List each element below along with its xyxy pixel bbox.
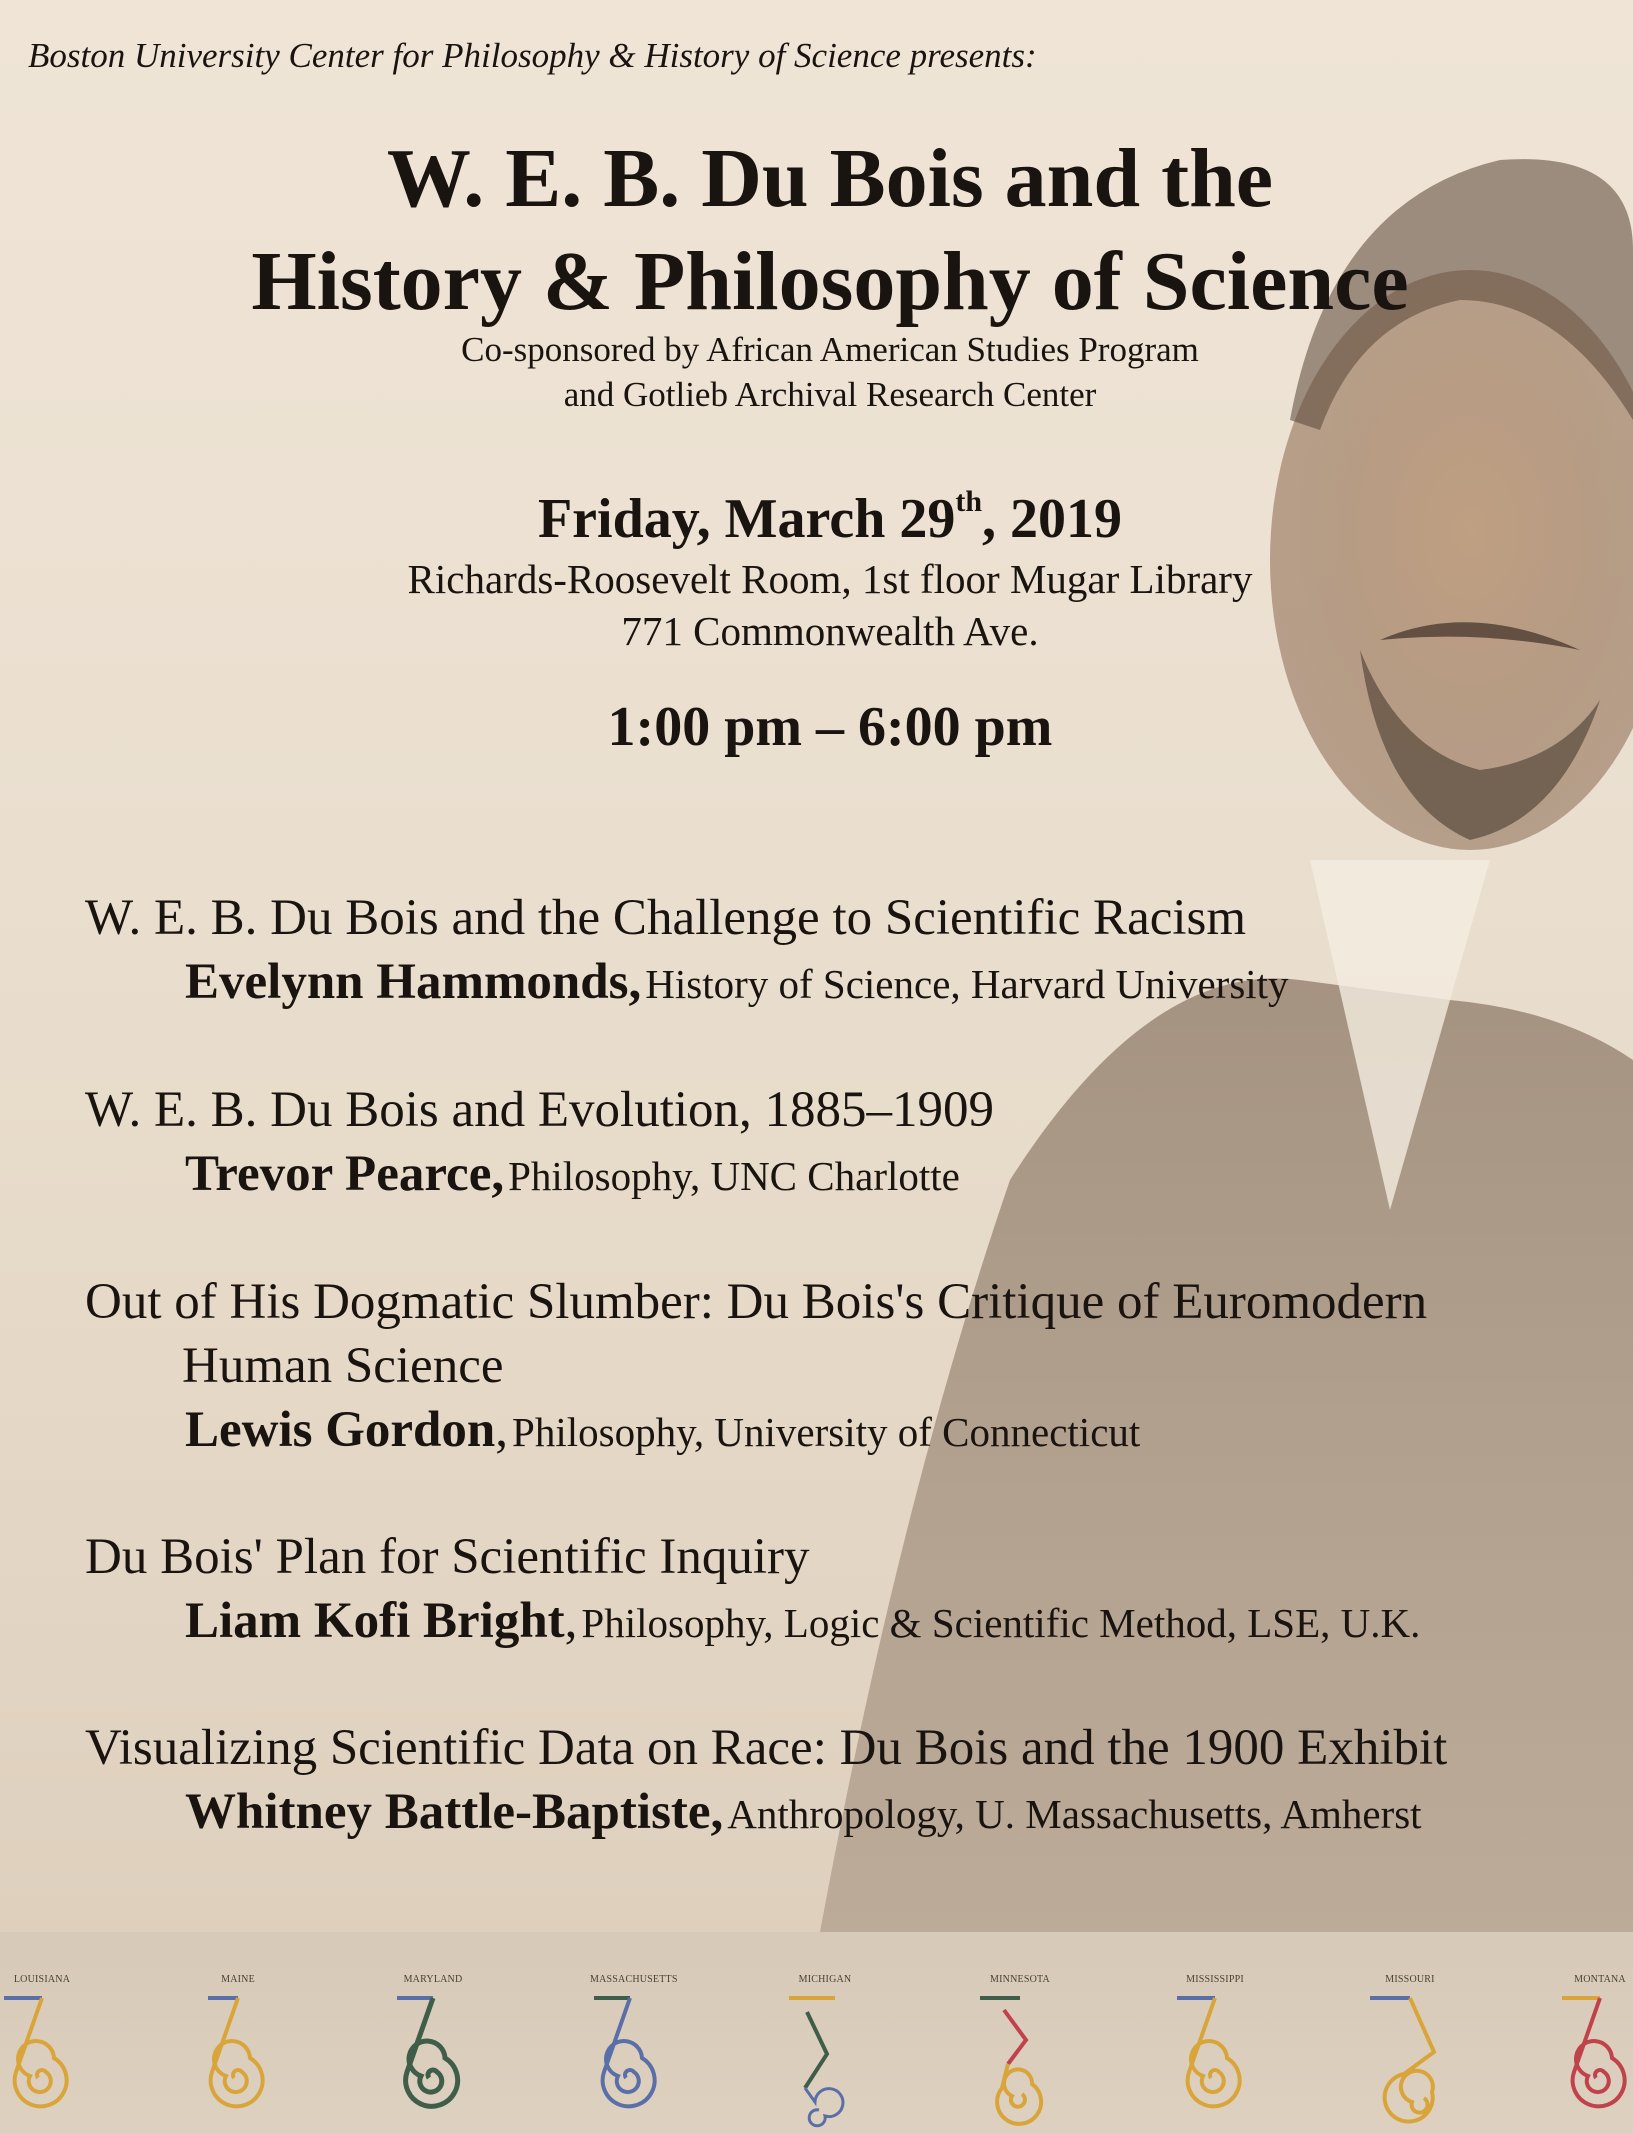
state-spiral bbox=[1560, 1932, 1633, 2133]
speaker-name: Lewis Gordon bbox=[185, 1402, 496, 1458]
spiral-icon bbox=[590, 1992, 670, 2132]
state-label: LOUISIANA bbox=[13, 1974, 71, 1985]
date-main: Friday, March 29 bbox=[537, 488, 956, 550]
speaker-name: Trevor Pearce, bbox=[185, 1146, 505, 1202]
spiral-icon bbox=[1175, 1992, 1255, 2132]
presenter-line: Boston University Center for Philosophy & History of Science presents: bbox=[28, 36, 1037, 75]
cosponsor-line-2: and Gotlieb Archival Research Center bbox=[563, 375, 1097, 414]
state-label: MISSOURI bbox=[1385, 1974, 1435, 1985]
state-spiral bbox=[198, 1932, 278, 2133]
talk-speaker bbox=[185, 1145, 960, 1203]
event-date bbox=[0, 487, 1633, 551]
talk-speaker bbox=[185, 1783, 1422, 1841]
speaker-comma: , bbox=[495, 1402, 509, 1458]
speaker-affiliation: Philosophy, UNC Charlotte bbox=[508, 1153, 960, 1199]
talk-title: W. E. B. Du Bois and Evolution, 1885–1909 bbox=[85, 1082, 995, 1138]
state-label: MINNESOTA bbox=[990, 1974, 1050, 1985]
state-label: MAINE bbox=[221, 1974, 255, 1985]
state-label: MICHIGAN bbox=[798, 1974, 852, 1985]
venue-line-1: Richards-Roosevelt Room, 1st floor Mugar Library bbox=[407, 556, 1253, 602]
state-spiral bbox=[393, 1932, 473, 2133]
date-year: , 2019 bbox=[982, 488, 1123, 550]
speaker-affiliation: History of Science, Harvard University bbox=[645, 961, 1289, 1007]
event-time: 1:00 pm – 6:00 pm bbox=[607, 696, 1053, 758]
talk-title: Out of His Dogmatic Slumber: Du Bois's Critique of Euromodern bbox=[85, 1274, 1428, 1330]
state-spiral bbox=[1370, 1932, 1450, 2133]
talk-speaker bbox=[185, 1401, 1140, 1459]
spiral-icon bbox=[393, 1992, 473, 2132]
spiral-icon bbox=[198, 1992, 278, 2132]
talk-title: W. E. B. Du Bois and the Challenge to Scientific Racism bbox=[85, 890, 1247, 946]
speaker-affiliation: Philosophy, University of Connecticut bbox=[512, 1409, 1141, 1455]
talk-title: Visualizing Scientific Data on Race: Du Bois and the 1900 Exhibit bbox=[85, 1720, 1448, 1776]
spiral-icon bbox=[980, 1992, 1060, 2132]
speaker-name: Whitney Battle-Baptiste, bbox=[185, 1784, 724, 1840]
state-spiral bbox=[980, 1932, 1060, 2133]
speaker-name: Evelynn Hammonds, bbox=[185, 954, 642, 1010]
cosponsor-line-1: Co-sponsored by African American Studies Program bbox=[461, 330, 1199, 369]
speaker-name: Liam Kofi Bright bbox=[185, 1593, 565, 1649]
speaker-affiliation: Philosophy, Logic & Scientific Method, LSE, U.K. bbox=[581, 1600, 1421, 1646]
spiral-icon bbox=[785, 1992, 865, 2132]
state-spiral bbox=[785, 1932, 865, 2133]
event-title-line-2: History & Philosophy of Science bbox=[251, 235, 1409, 328]
state-spirals-strip bbox=[0, 1932, 1633, 2133]
state-label: MONTANA bbox=[1574, 1974, 1626, 1985]
venue-line-2: 771 Commonwealth Ave. bbox=[621, 608, 1039, 654]
event-title-line-1: W. E. B. Du Bois and the bbox=[386, 132, 1274, 225]
talk-speaker bbox=[185, 1592, 1420, 1650]
state-spiral bbox=[1175, 1932, 1255, 2133]
state-spiral bbox=[590, 1932, 678, 2133]
state-label: MARYLAND bbox=[403, 1974, 463, 1985]
state-spiral bbox=[2, 1932, 82, 2133]
talk-speaker bbox=[185, 953, 1289, 1011]
speaker-comma: , bbox=[564, 1593, 578, 1649]
talk-title-continued: Human Science bbox=[182, 1338, 504, 1394]
date-suffix: th bbox=[955, 485, 983, 518]
state-label: MISSISSIPPI bbox=[1186, 1974, 1244, 1985]
spiral-icon bbox=[2, 1992, 82, 2132]
speaker-affiliation: Anthropology, U. Massachusetts, Amherst bbox=[727, 1791, 1422, 1837]
talk-title: Du Bois' Plan for Scientific Inquiry bbox=[85, 1529, 810, 1585]
state-label: MASSACHUSETTS bbox=[590, 1974, 678, 1985]
spiral-icon bbox=[1370, 1992, 1450, 2132]
spiral-icon bbox=[1560, 1992, 1633, 2132]
